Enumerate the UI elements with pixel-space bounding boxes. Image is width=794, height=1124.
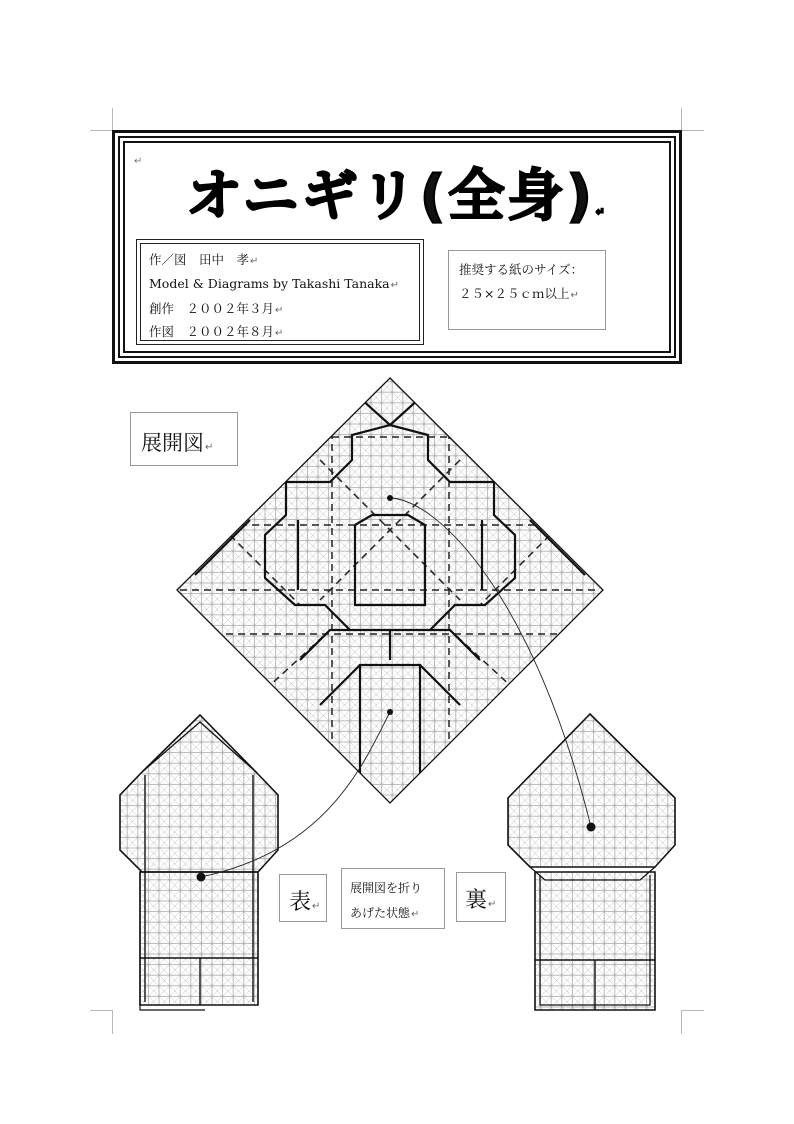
connector-dot <box>387 495 393 501</box>
paragraph-mark: ↵ <box>205 442 214 453</box>
folded-note-box <box>341 868 445 929</box>
credit-author-ja-text: 作／図 田中 孝 <box>149 252 250 267</box>
paragraph-mark: ↵ <box>250 256 259 267</box>
paper-size-label: 推奨する紙のサイズ： <box>459 262 584 277</box>
paragraph-mark: ↵ <box>570 290 579 301</box>
paragraph-mark: ↵ <box>390 280 399 291</box>
crease-pattern-label-text: 展開図 <box>141 431 204 455</box>
front-label <box>289 885 320 916</box>
back-label <box>465 883 496 914</box>
folded-note-line1: 展開図を折り <box>350 881 423 895</box>
paragraph-mark: ↵ <box>134 156 143 167</box>
paragraph-mark: ↵ <box>312 901 321 912</box>
title-text: オニギリ(全身) <box>186 164 595 229</box>
paragraph-mark: ↵ <box>275 305 284 316</box>
back-view-head <box>508 714 675 867</box>
front-view-body <box>140 872 258 1005</box>
folded-note-line2 <box>350 904 419 921</box>
paragraph-mark: ↵ <box>488 899 497 910</box>
front-view-head <box>120 715 278 872</box>
folded-note-line2-text: あげた状態 <box>350 906 411 920</box>
back-view-model <box>508 714 675 1010</box>
paragraph-mark: ↵ <box>275 328 284 339</box>
paragraph-mark: ↵ <box>411 909 420 920</box>
paragraph-mark: ↵ <box>595 207 608 218</box>
credit-author-en-text: Model & Diagrams by Takashi Tanaka <box>149 276 390 291</box>
back-label-text: 裏 <box>465 888 488 913</box>
credit-diagrammed-text: 作図 ２００２年８月 <box>149 324 275 339</box>
front-label-box <box>279 874 327 922</box>
crease-pattern-label-box <box>130 412 238 466</box>
connector-dot <box>197 873 206 882</box>
front-view-model <box>120 715 278 1010</box>
back-label-box <box>456 872 506 922</box>
credit-created-text: 創作 ２００２年３月 <box>149 301 275 316</box>
connector-dot <box>587 823 596 832</box>
crease-pattern-label <box>141 427 213 457</box>
connector-dot <box>387 709 393 715</box>
paper-size-value-text: ２５×２５ｃｍ以上 <box>459 286 570 301</box>
front-label-text: 表 <box>289 890 312 915</box>
